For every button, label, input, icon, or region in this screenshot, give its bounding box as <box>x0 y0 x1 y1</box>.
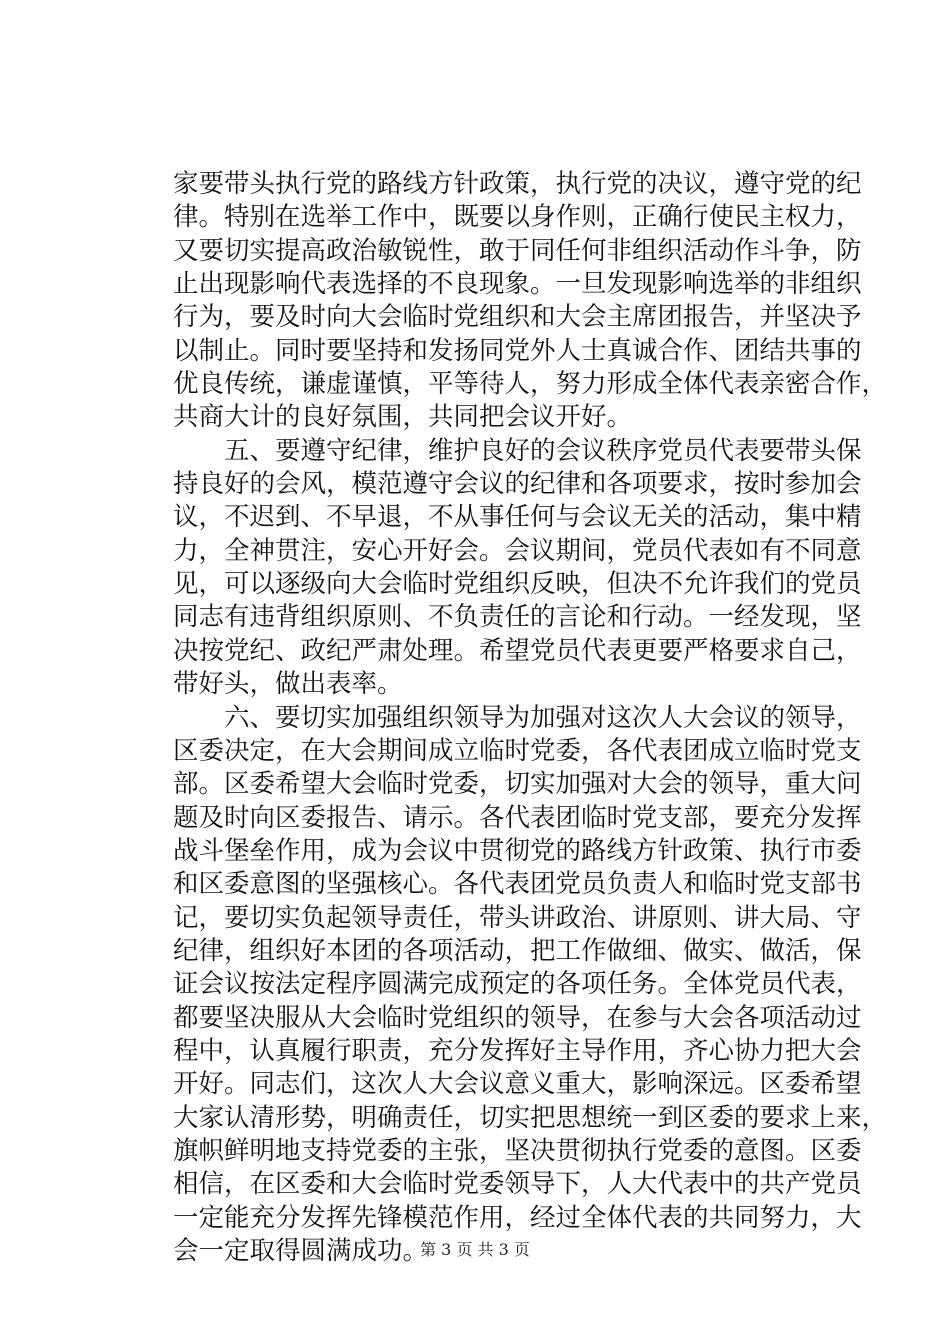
text-line: 以制止。同时要坚持和发扬同党外人士真诚合作、团结共事的 <box>173 335 862 366</box>
text-line: 证会议按法定程序圆满完成预定的各项任务。全体党员代表， <box>173 969 862 1000</box>
text-line: 止出现影响代表选择的不良现象。一旦发现影响选举的非组织 <box>173 269 862 300</box>
text-line: 会一定取得圆满成功。 <box>173 1236 429 1266</box>
text-line: 共商大计的良好氛围，共同把会议开好。 <box>173 402 633 433</box>
text-line: 见，可以逐级向大会临时党组织反映，但决不允许我们的党员 <box>173 569 862 600</box>
document-body <box>173 168 888 1268</box>
text-line: 议，不迟到、不早退，不从事任何与会议无关的活动，集中精 <box>173 502 862 533</box>
text-line: 纪律，组织好本团的各项活动，把工作做细、做实、做活，保 <box>173 935 862 966</box>
text-line: 区委决定，在大会期间成立临时党委，各代表团成立临时党支 <box>173 735 862 766</box>
text-line: 律。特别在选举工作中，既要以身作则，正确行使民主权力， <box>173 202 862 233</box>
text-line: 开好。同志们，这次人大会议意义重大，影响深远。区委希望 <box>173 1069 862 1100</box>
text-line: 行为，要及时向大会临时党组织和大会主席团报告，并坚决予 <box>173 302 862 333</box>
text-line: 相信，在区委和大会临时党委领导下，人大代表中的共产党员 <box>173 1169 862 1200</box>
text-line: 力，全神贯注，安心开好会。会议期间，党员代表如有不同意 <box>173 535 862 566</box>
text-line: 家要带头执行党的路线方针政策，执行党的决议，遵守党的纪 <box>173 169 862 199</box>
text-line: 又要切实提高政治敏锐性，敢于同任何非组织活动作斗争，防 <box>173 235 862 266</box>
text-line: 题及时向区委报告、请示。各代表团临时党支部，要充分发挥 <box>173 802 862 833</box>
page-footer: 第 3 页 共 3 页 <box>420 1240 530 1259</box>
text-line: 旗帜鲜明地支持党委的主张，坚决贯彻执行党委的意图。区委 <box>173 1135 862 1166</box>
text-line: 和区委意图的坚强核心。各代表团党员负责人和临时党支部书 <box>173 869 862 900</box>
text-line: 记，要切实负起领导责任，带头讲政治、讲原则、讲大局、守 <box>173 902 862 933</box>
text-line: 同志有违背组织原则、不负责任的言论和行动。一经发现，坚 <box>173 602 862 633</box>
text-line: 都要坚决服从大会临时党组织的领导，在参与大会各项活动过 <box>173 1002 862 1033</box>
text-line: 战斗堡垒作用，成为会议中贯彻党的路线方针政策、执行市委 <box>173 835 862 866</box>
text-line: 部。区委希望大会临时党委，切实加强对大会的领导，重大问 <box>173 769 862 800</box>
text-line: 一定能充分发挥先锋模范作用，经过全体代表的共同努力，大 <box>173 1202 862 1233</box>
text-line: 五、要遵守纪律，维护良好的会议秩序党员代表要带头保 <box>173 435 862 466</box>
text-line: 带好头，做出表率。 <box>173 669 403 700</box>
text-line: 大家认清形势，明确责任，切实把思想统一到区委的要求上来， <box>173 1102 888 1133</box>
text-line: 六、要切实加强组织领导为加强对这次人大会议的领导， <box>173 702 862 733</box>
text-line: 持良好的会风，模范遵守会议的纪律和各项要求，按时参加会 <box>173 469 862 500</box>
text-line: 程中，认真履行职责，充分发挥好主导作用，齐心协力把大会 <box>173 1035 862 1066</box>
text-line: 决按党纪、政纪严肃处理。希望党员代表更要严格要求自己， <box>173 635 862 666</box>
text-line: 优良传统，谦虚谨慎，平等待人，努力形成全体代表亲密合作， <box>173 369 888 400</box>
